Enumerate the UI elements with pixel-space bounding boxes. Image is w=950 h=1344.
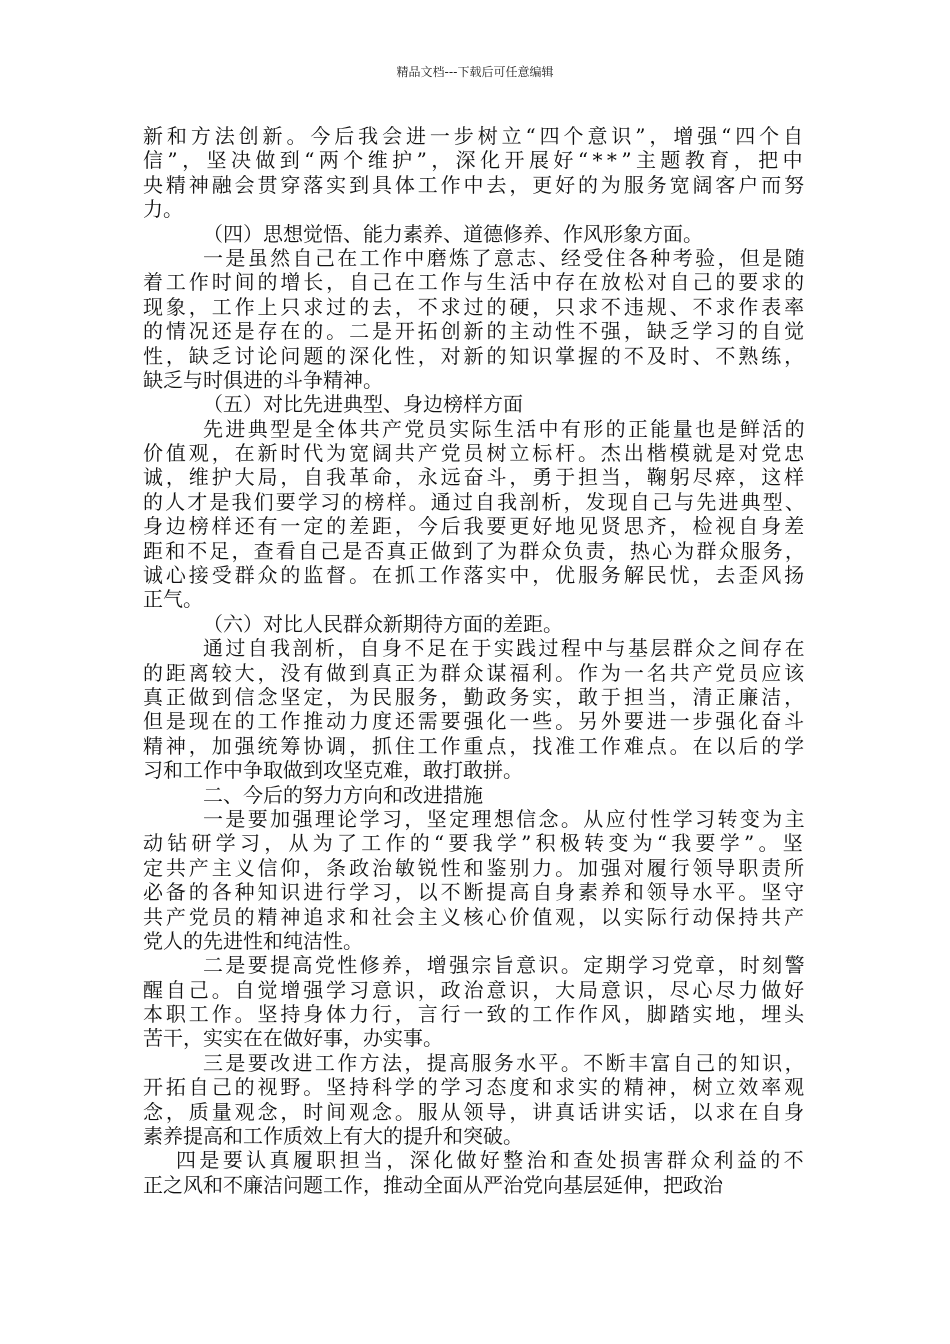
text-line: 的情况还是存在的。二是开拓创新的主动性不强，缺乏学习的自觉 (143, 319, 807, 344)
text-line: 现象，工作上只求过的去，不求过的硬，只求不违规、不求作表率 (143, 294, 807, 319)
text-line: 缺乏与时俱进的斗争精神。 (143, 367, 383, 392)
text-line: 诚心接受群众的监督。在抓工作落实中，优服务解民忧，去歪风扬 (143, 563, 807, 588)
text-line: 党人的先进性和纯洁性。 (143, 928, 363, 953)
text-line: 身边榜样还有一定的差距，今后我要更好地见贤思齐，检视自身差 (143, 514, 807, 539)
text-line: 三是要改进工作方法，提高服务水平。不断丰富自己的知识， (203, 1050, 807, 1075)
text-line: 力。 (143, 197, 183, 222)
text-line: 必备的各种知识进行学习，以不断提高自身素养和领导水平。坚守 (143, 880, 807, 905)
document-body (143, 124, 807, 1197)
text-line: 价值观，在新时代为宽阔共产党员树立标杆。杰出楷模就是对党忠 (143, 441, 807, 466)
text-line: 二、今后的努力方向和改进措施 (203, 782, 483, 807)
text-line: 本职工作。坚持身体力行，言行一致的工作作风，脚踏实地，埋头 (143, 1002, 807, 1027)
text-line: 一是要加强理论学习，坚定理想信念。从应付性学习转变为主 (203, 806, 807, 831)
text-line: 着工作时间的增长，自己在工作与生活中存在放松对自己的要求的 (143, 270, 807, 295)
text-line: 诚，维护大局，自我革命，永远奋斗，勇于担当，鞠躬尽瘁，这样 (143, 465, 807, 490)
text-line: 的距离较大，没有做到真正为群众谋福利。作为一名共产党员应该 (143, 660, 807, 685)
text-line: 定共产主义信仰，条政治敏锐性和鉴别力。加强对履行领导职责所 (143, 855, 807, 880)
text-line: 共产党员的精神追求和社会主义核心价值观，以实际行动保持共产 (143, 904, 807, 929)
page-header: 精品文档---下载后可任意编辑 (396, 65, 554, 79)
text-line: 新和方法创新。今后我会进一步树立“四个意识”，增强“四个自 (143, 124, 807, 148)
text-line: 苦干，实实在在做好事，办实事。 (143, 1026, 443, 1051)
text-line: 二是要提高党性修养，增强宗旨意识。定期学习党章，时刻警 (203, 953, 807, 978)
text-line: 四是要认真履职担当，深化做好整治和查处损害群众利益的不 (176, 1148, 807, 1173)
text-line: 精神，加强统筹协调，抓住工作重点，找准工作难点。在以后的学 (143, 733, 807, 758)
text-line: 真正做到信念坚定，为民服务，勤政务实，敢于担当，清正廉洁， (143, 684, 807, 709)
text-line: 性，缺乏讨论问题的深化性，对新的知识掌握的不及时、不熟练， (143, 343, 807, 368)
text-line: 正气。 (143, 587, 203, 612)
text-line: 正之风和不廉洁问题工作，推动全面从严治党向基层延伸，把政治 (143, 1172, 723, 1197)
text-line: （五）对比先进典型、身边榜样方面 (203, 392, 523, 417)
text-line: 一是虽然自己在工作中磨炼了意志、经受住各种考验，但是随 (203, 245, 807, 270)
text-line: 念，质量观念，时间观念。服从领导，讲真话讲实话，以求在自身 (143, 1099, 807, 1124)
text-line: （四）思想觉悟、能力素养、道德修养、作风形象方面。 (203, 221, 703, 246)
text-line: 开拓自己的视野。坚持科学的学习态度和求实的精神，树立效率观 (143, 1075, 807, 1100)
text-line: （六）对比人民群众新期待方面的差距。 (203, 611, 563, 636)
text-line: 的人才是我们要学习的榜样。通过自我剖析，发现自己与先进典型、 (143, 489, 807, 514)
text-line: 动钻研学习，从为了工作的“要我学”积极转变为“我要学”。坚 (143, 831, 807, 856)
text-line: 先进典型是全体共产党员实际生活中有形的正能量也是鲜活的 (203, 416, 807, 441)
text-line: 但是现在的工作推动力度还需要强化一些。另外要进一步强化奋斗 (143, 709, 807, 734)
text-line: 信”，坚决做到“两个维护”，深化开展好“**”主题教育，把中 (143, 148, 807, 173)
text-line: 习和工作中争取做到攻坚克难，敢打敢拼。 (143, 758, 523, 783)
text-line: 通过自我剖析，自身不足在于实践过程中与基层群众之间存在 (203, 636, 807, 661)
text-line: 醒自己。自觉增强学习意识，政治意识，大局意识，尽心尽力做好 (143, 977, 807, 1002)
text-line: 素养提高和工作质效上有大的提升和突破。 (143, 1124, 523, 1149)
text-line: 距和不足，查看自己是否真正做到了为群众负责，热心为群众服务， (143, 538, 807, 563)
text-line: 央精神融会贯穿落实到具体工作中去，更好的为服务宽阔客户而努 (143, 172, 807, 197)
